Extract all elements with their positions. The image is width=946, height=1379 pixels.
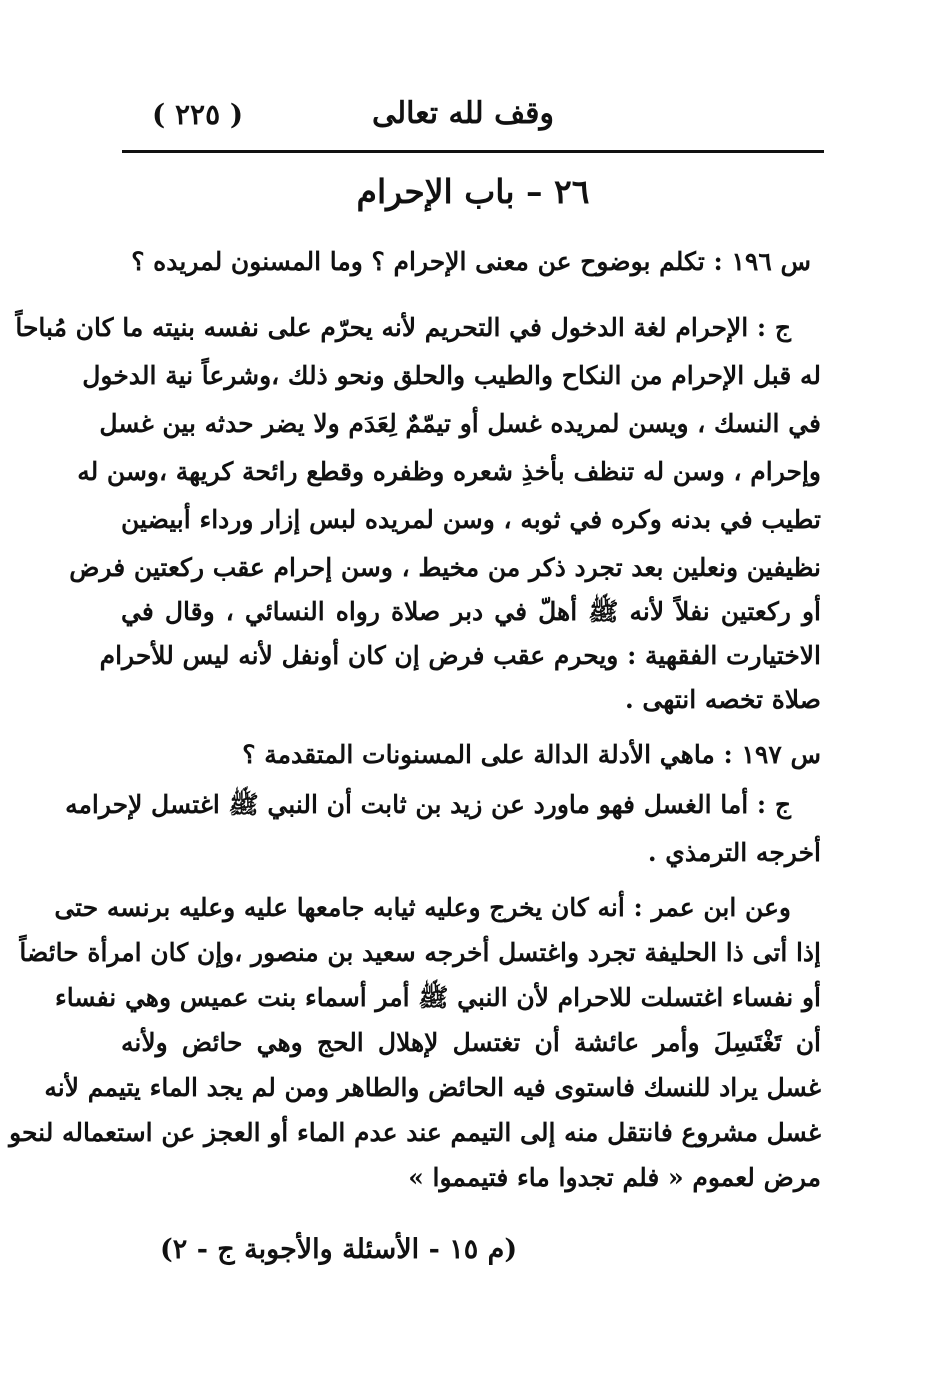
paragraph-197-line: إذا أتى ذا الحليفة تجرد واغتسل أخرجه سعيد بن منصور ،وإن كان امرأة حائضاً [19,938,821,967]
question-196: س ١٩٦ : تكلم بوضوح عن معنى الإحرام ؟ وما المسنون لمريده ؟ [131,247,811,276]
answer-196-line: أو ركعتين نفلاً لأنه ﷺ أهلّ في دبر صلاة رواه النسائي ، وقال في [121,597,821,626]
answer-197-line: ج : أما الغسل فهو ماورد عن زيد بن ثابت أن النبي ﷺ اغتسل لإحرامه [65,790,791,819]
paragraph-197-line: غسل يراد للنسك فاستوى فيه الحائض والطاهر ومن لم يجد الماء يتيمم لأنه [44,1073,821,1102]
paragraph-197-line: أن تَغْتَسِلَ وأمر عائشة أن تغتسل لإهلال الحج وهي حائض ولأنه [121,1028,821,1057]
answer-196-line: له قبل الإحرام من النكاح والطيب والحلق ونحو ذلك ،وشرعاً نية الدخول [82,361,821,390]
answer-197-line: أخرجه الترمذي . [647,838,821,867]
answer-196-line: تطيب في بدنه وكره في ثوبه ، وسن لمريده لبس إزار ورداء أبيضين [121,505,821,534]
page-number: ( ٢٢٥ ) [152,98,244,131]
answer-196-line: نظيفين ونعلين بعد تجرد ذكر من مخيط ، وسن إحرام عقب ركعتين فرض [69,553,821,582]
page-header [122,92,824,153]
answer-196-line: في النسك ، ويسن لمريده غسل أو تيمّمٌ لِعَدَم ولا يضر حدثه بين غسل [99,409,821,438]
paragraph-197-line: غسل مشروع فانتقل منه إلى التيمم عند عدم الماء أو العجز عن استعماله لنحو [9,1118,821,1147]
paragraph-197-line: أو نفساء اغتسلت للاحرام لأن النبي ﷺ أمر أسماء بنت عميس وهي نفساء [54,983,821,1012]
header-title: وقف لله تعالى [371,96,554,131]
paragraph-197-line: مرض لعموم « فلم تجدوا ماء فتيمموا » [408,1163,821,1192]
page-footer: (م ١٥ - الأسئلة والأجوبة ج - ٢) [160,1234,518,1265]
answer-196-line: صلاة تخصه انتهى . [624,685,821,714]
answer-196-line: وإحرام ، وسن له تنظف بأخذِ شعره وظفره وقطع رائحة كريهة ،وسن له [77,457,821,486]
paragraph-197-line: وعن ابن عمر : أنه كان يخرج وعليه ثيابه جامعها عليه وعليه برنسه حتى [54,893,791,922]
question-197: س ١٩٧ : ماهي الأدلة الدالة على المسنونات المتقدمة ؟ [242,740,821,769]
answer-196-line: ج : الإحرام لغة الدخول في التحريم لأنه يحرّم على نفسه بنيته ما كان مُباحاً [15,313,791,342]
answer-196-line: الاختيارت الفقهية : ويحرم عقب فرض إن كان أونفل لأنه ليس للأحرام [99,641,821,670]
section-title: ٢٦ – باب الإحرام [356,172,590,211]
